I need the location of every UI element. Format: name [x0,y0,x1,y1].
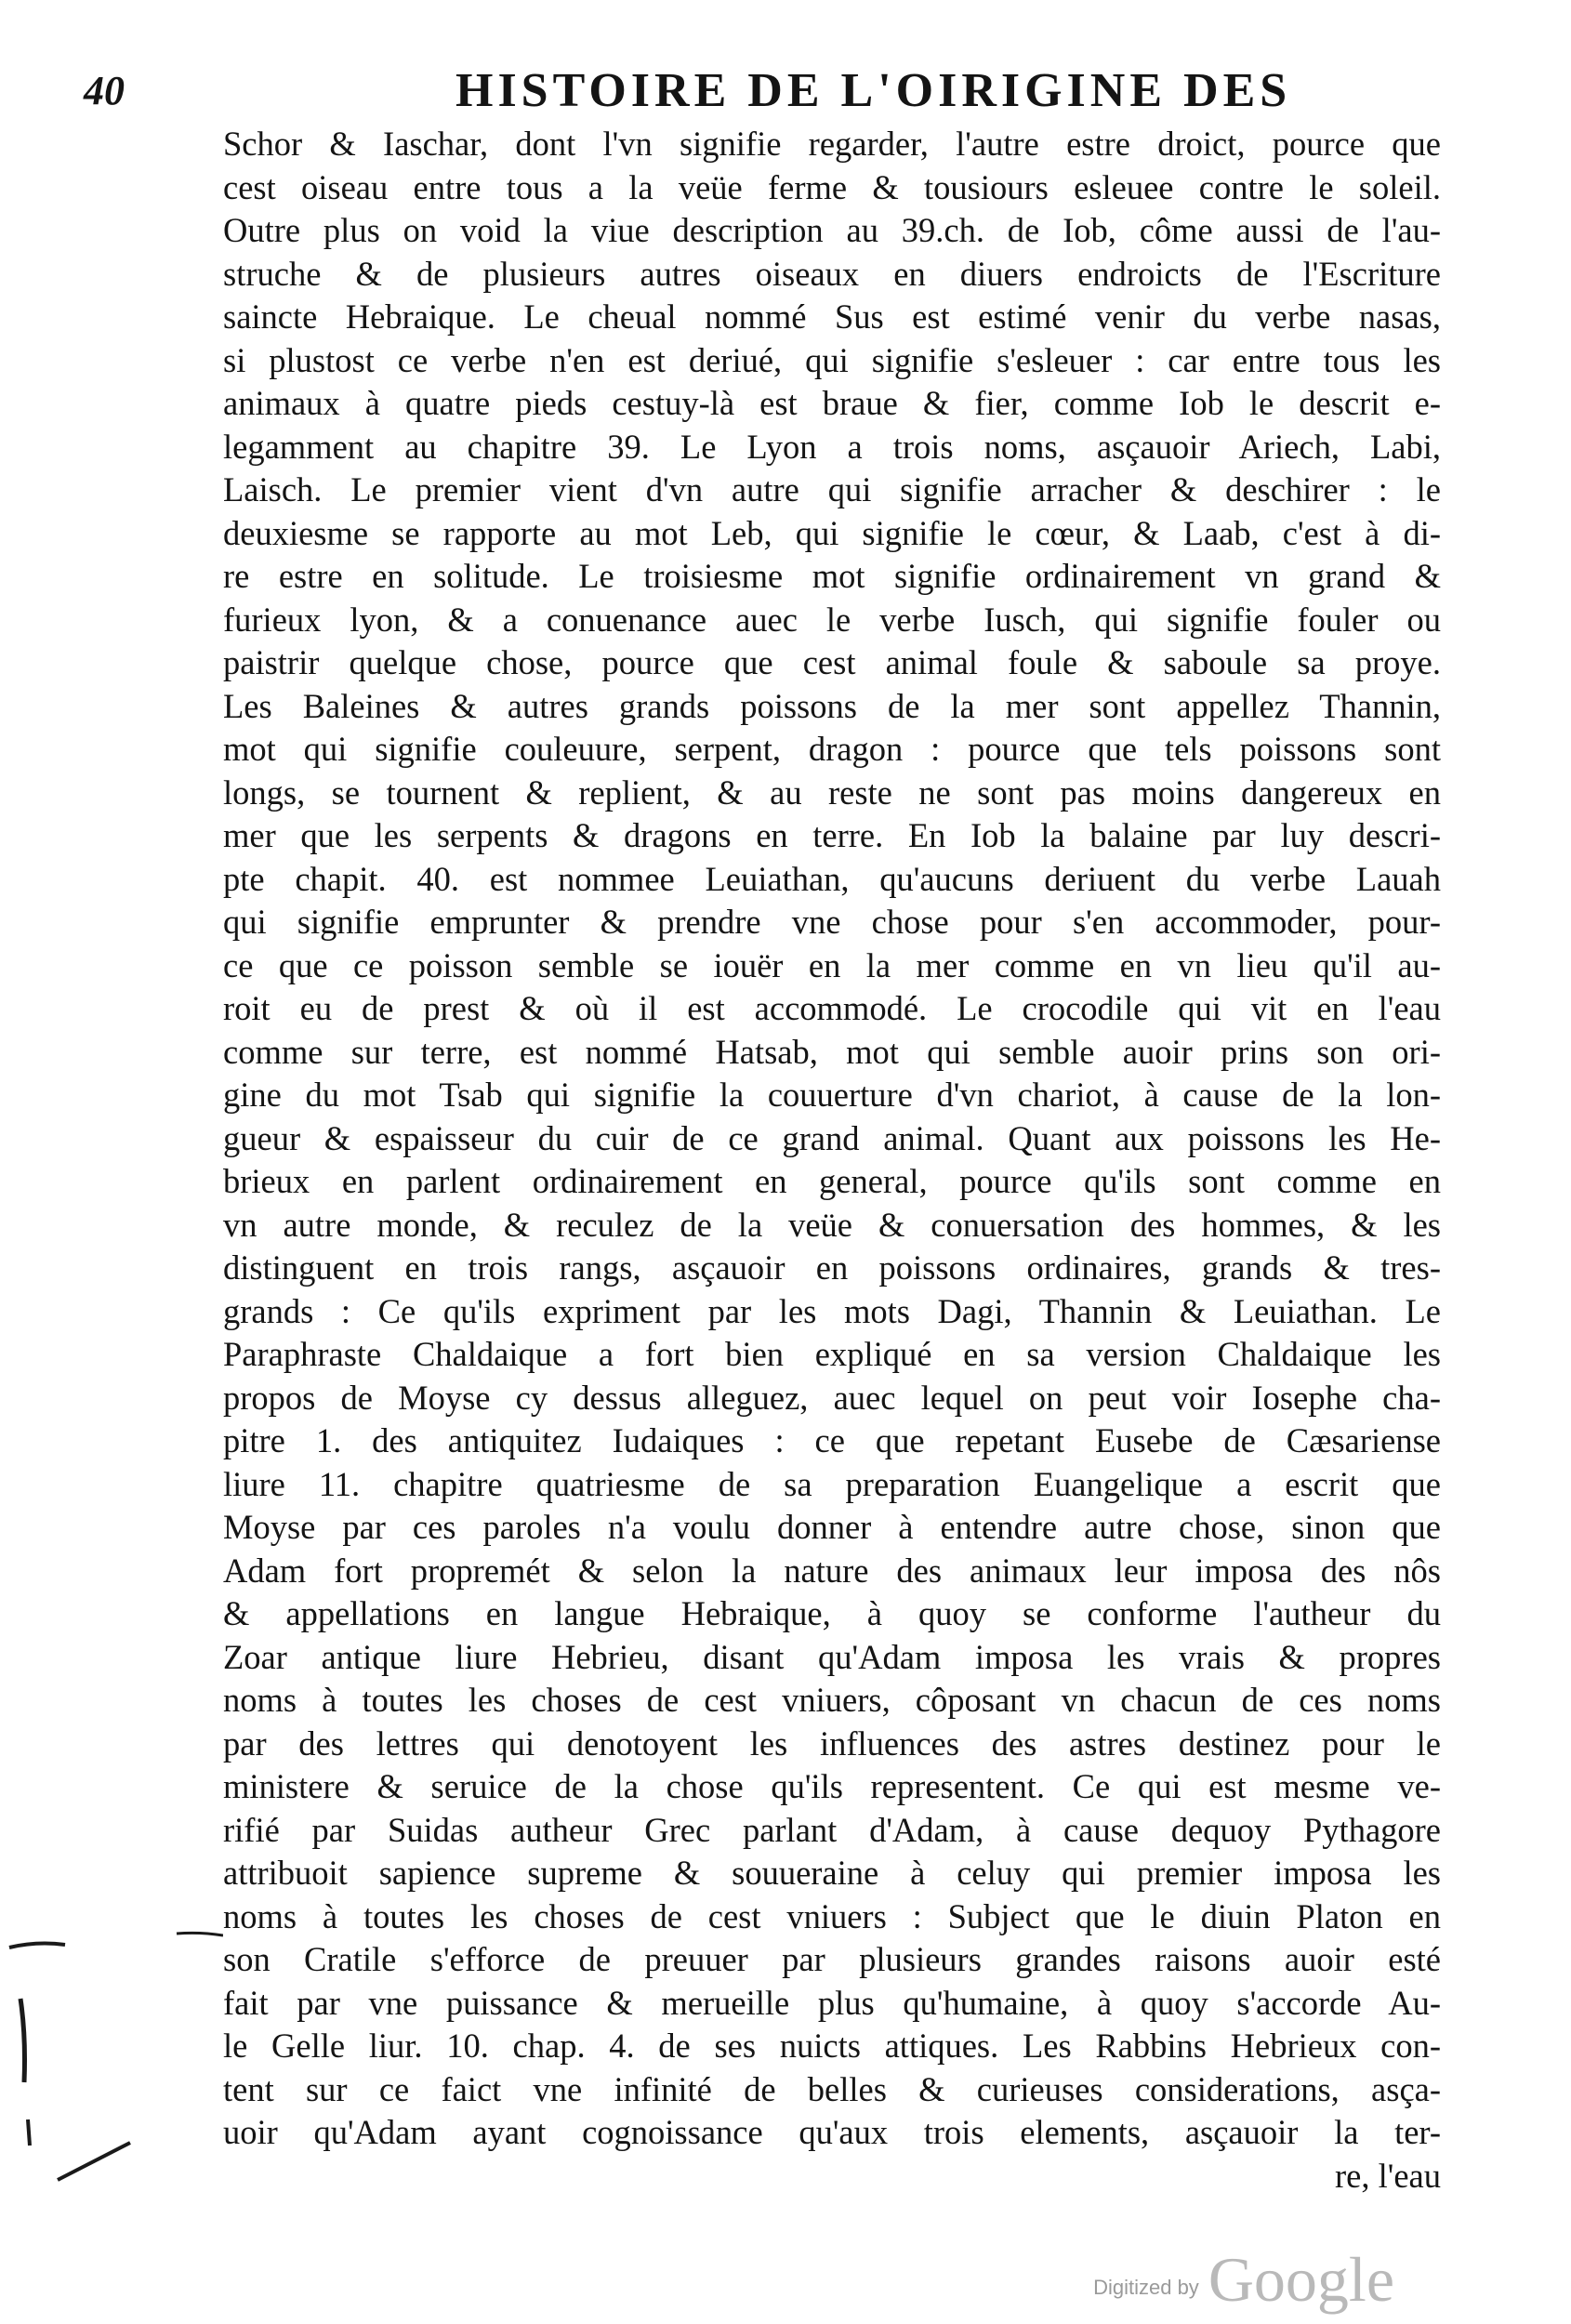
text-line: brieux en parlent ordinairement en general, pource qu'ils sont comme en [223,1162,1441,1200]
text-line: paistrir quelque chose, pource que cest animal foule & saboule sa proye. [223,643,1441,681]
text-line: rifié par Suidas autheur Grec parlant d'Adam, à cause dequoy Pythagore [223,1810,1441,1849]
text-line: ce que ce poisson semble se iouër en la mer comme en vn lieu qu'il au- [223,945,1441,984]
text-line: Zoar antique liure Hebrieu, disant qu'Adam imposa les vrais & propres [223,1637,1441,1676]
text-line: son Cratile s'efforce de preuuer par plusieurs grandes raisons auoir esté [223,1940,1441,1978]
text-line: cest oiseau entre tous a la veüe ferme & tousiours esleuee contre le soleil. [223,167,1441,206]
running-title: HISTOIRE DE L'OIRIGINE DES [455,64,1292,117]
text-line: legamment au chapitre 39. Le Lyon a trois noms, asçauoir Ariech, Labi, [223,427,1441,466]
text-line: Les Baleines & autres grands poissons de la mer sont appellez Thannin, [223,686,1441,725]
text-line: uoir qu'Adam ayant cognoissance qu'aux trois elements, asçauoir la ter- [223,2113,1441,2151]
text-line: gine du mot Tsab qui signifie la couuerture d'vn chariot, à cause de la lon- [223,1076,1441,1114]
text-line: qui signifie emprunter & prendre vne chose pour s'en accommoder, pour- [223,903,1441,941]
text-line: Outre plus on void la viue description au 39.ch. de Iob, côme aussi de l'au- [223,211,1441,249]
text-line: Adam fort propremét & selon la nature des animaux leur imposa des nôs [223,1551,1441,1590]
google-logo: Google [1208,2244,1394,2315]
text-line: le Gelle liur. 10. chap. 4. de ses nuicts attiques. Les Rabbins Hebrieux con- [223,2027,1441,2065]
text-line: comme sur terre, est nommé Hatsab, mot qui semble auoir prins son ori- [223,1032,1441,1071]
text-line: struche & de plusieurs autres oiseaux en diuers endroicts de l'Escriture [223,254,1441,293]
text-line: noms à toutes les choses de cest vniuers : Subject que le diuin Platon en [223,1896,1441,1935]
text-line: furieux lyon, & a conuenance auec le verbe Iusch, qui signifie fouler ou [223,600,1441,639]
text-line: vn autre monde, & reculez de la veüe & conuersation des hommes, & les [223,1205,1441,1244]
page-number: 40 [84,68,125,113]
text-line: ministere & seruice de la chose qu'ils representent. Ce qui est mesme ve- [223,1767,1441,1805]
body-text [223,123,1441,2198]
text-line: roit eu de prest & où il est accommodé. Le crocodile qui vit en l'eau [223,989,1441,1027]
text-line: distinguent en trois rangs, asçauoir en poissons ordinaires, grands & tres- [223,1248,1441,1287]
text-line: re estre en solitude. Le troisiesme mot signifie ordinairement vn grand & [223,557,1441,595]
text-line: Moyse par ces paroles n'a voulu donner à entendre autre chose, sinon que [223,1508,1441,1546]
text-line: Laisch. Le premier vient d'vn autre qui signifie arracher & deschirer : le [223,470,1441,508]
text-line: saincte Hebraique. Le cheual nommé Sus est estimé venir du verbe nasas, [223,297,1441,336]
catchword: re, l'eau [1335,2156,1441,2195]
margin-pen-marks [0,1896,223,2212]
text-line: Schor & Iaschar, dont l'vn signifie regarder, l'autre estre droict, pource que [223,125,1441,163]
text-line: grands : Ce qu'ils expriment par les mots Dagi, Thannin & Leuiathan. Le [223,1291,1441,1330]
text-line: pitre 1. des antiquitez Iudaiques : ce que repetant Eusebe de Cæsariense [223,1421,1441,1459]
text-line: mot qui signifie couleuure, serpent, dragon : pource que tels poissons sont [223,730,1441,768]
text-line: animaux à quatre pieds cestuy-là est braue & fier, comme Iob le descrit e- [223,384,1441,422]
text-line: pte chapit. 40. est nommee Leuiathan, qu'aucuns deriuent du verbe Lauah [223,859,1441,898]
text-line: liure 11. chapitre quatriesme de sa preparation Euangelique a escrit que [223,1464,1441,1503]
text-line: Paraphraste Chaldaique a fort bien expliqué en sa version Chaldaique les [223,1335,1441,1373]
text-line: & appellations en langue Hebraique, à quoy se conforme l'autheur du [223,1594,1441,1632]
text-line: deuxiesme se rapporte au mot Leb, qui signifie le cœur, & Laab, c'est à di- [223,513,1441,552]
text-line: par des lettres qui denotoyent les influences des astres destinez pour le [223,1723,1441,1763]
text-line: attribuoit sapience supreme & souueraine à celuy qui premier imposa les [223,1854,1441,1892]
text-line: noms à toutes les choses de cest vniuers, côposant vn chacun de ces noms [223,1681,1441,1719]
text-line: longs, se tournent & replient, & au reste ne sont pas moins dangereux en [223,772,1441,812]
text-line: mer que les serpents & dragons en terre. En Iob la balaine par luy descri- [223,816,1441,854]
text-line: gueur & espaisseur du cuir de ce grand animal. Quant aux poissons les He- [223,1118,1441,1157]
digitized-by-google-watermark [1093,2244,1394,2315]
text-line: si plustost ce verbe n'en est deriué, qui signifie s'esleuer : car entre tous les [223,340,1441,379]
digitized-label: Digitized by [1093,2276,1199,2299]
text-line: tent sur ce faict vne infinité de belles & curieuses considerations, asça- [223,2069,1441,2108]
text-line: propos de Moyse cy dessus alleguez, auec lequel on peut voir Iosephe cha- [223,1378,1441,1417]
text-line: fait par vne puissance & merueille plus qu'humaine, à quoy s'accorde Au- [223,1983,1441,2022]
